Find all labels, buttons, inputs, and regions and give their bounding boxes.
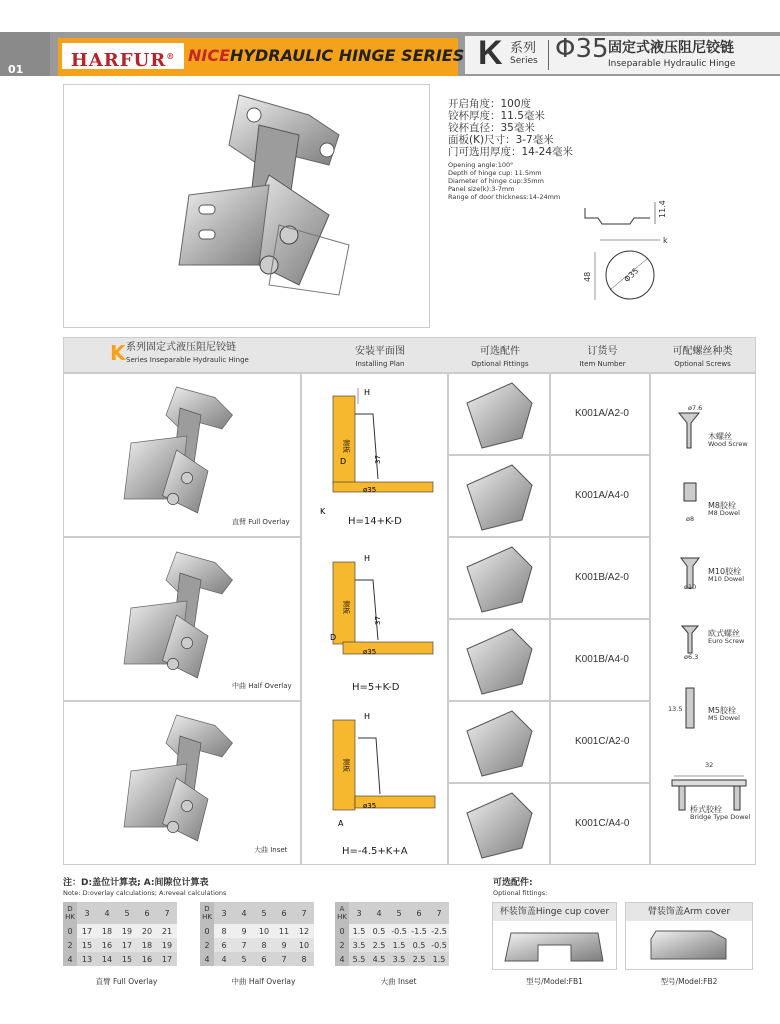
plan-full-overlay [318, 384, 438, 516]
svg-text:ø35: ø35 [363, 802, 377, 810]
hinge-photo-inset [110, 708, 290, 843]
screw-dim-m8: ø8 [686, 515, 695, 523]
formula-full-overlay: H=14+K-D [348, 516, 402, 527]
hinge-photo-main [64, 85, 431, 329]
hinge-photo-full-overlay [110, 380, 290, 515]
optional-fittings-note: 可选配件: Optional fittings: [493, 878, 548, 897]
svg-text:H: H [364, 554, 371, 563]
page-number: 01 [0, 32, 50, 76]
brand-logo: HARFUR® [62, 43, 184, 69]
formula-half-overlay: H=5+K-D [352, 682, 400, 693]
formula-inset: H=-4.5+K+A [342, 846, 408, 857]
caption-half-overlay: 中曲 Half Overlay [232, 682, 292, 690]
svg-text:ø35: ø35 [363, 486, 377, 494]
th-fittings: 可选配件 Optional Fittings [471, 346, 529, 368]
th-screws: 可配螺丝种类 Optional Screws [672, 346, 733, 368]
wood-screw-label: 木螺丝 Wood Screw [708, 432, 748, 448]
k-series-label: 系列 Series [510, 41, 538, 66]
th-series: K 系列固定式液压阻尼铰链 Series Inseparable Hydraulic Hinge [110, 341, 249, 365]
euro-screw-icon [682, 626, 698, 653]
svg-text:A: A [338, 819, 344, 828]
mounting-plate-3 [467, 547, 532, 612]
plan-inset [318, 708, 438, 828]
m5-dowel-icon [686, 688, 694, 728]
item-number-3: K001B/A2-0 [575, 572, 629, 583]
specs-english: Opening angle:100° Depth of hinge cup: 11.5mm Diameter of hinge cup:35mm Panel size(k):3-7mm Range of door thickness:14-24mm [448, 161, 561, 201]
plan-half-overlay [318, 550, 438, 660]
item-number-4: K001B/A4-0 [575, 654, 629, 665]
m8-dowel-icon [684, 483, 696, 501]
diameter-dim: Φ35 [622, 266, 641, 285]
item-number-2: K001A/A4-0 [575, 490, 629, 501]
depth-dim: 11.4 [658, 200, 667, 218]
option-cup-cover-model: 型号/Model:FB1 [526, 977, 583, 986]
arm-cover-image [626, 921, 752, 969]
svg-text:37: 37 [374, 455, 382, 464]
item-number-6: K001C/A4-0 [575, 818, 630, 829]
svg-text:D: D [330, 633, 337, 642]
mounting-plate-1 [467, 383, 532, 448]
svg-text:侧板: 侧板 [342, 600, 350, 614]
svg-text:D: D [340, 457, 347, 466]
screw-dim-euro: ø6.3 [684, 653, 699, 661]
svg-text:H: H [364, 388, 371, 397]
height-dim: 48 [583, 271, 592, 282]
screw-dim-m5: 13.5 [668, 705, 683, 713]
bridge-dowel-label: 桥式胶栓 Bridge Type Dowel [690, 805, 751, 821]
series-title: NICEHYDRAULIC HINGE SERIES [188, 46, 465, 65]
calc-caption-full: 直臂 Full Overlay [95, 977, 158, 986]
caption-full-overlay: 直臂 Full Overlay [232, 518, 290, 526]
specs-chinese: 开启角度：100度 铰杯厚度：11.5毫米 铰杯直径：35毫米 面板(K)尺寸：3-7毫米 门可选用厚度：14-24毫米 [448, 98, 574, 158]
mounting-plate-4 [467, 629, 532, 694]
header-divider [548, 40, 549, 70]
option-cup-cover [492, 902, 617, 970]
option-cup-cover-title: 杯装饰盖Hinge cup cover [493, 903, 616, 921]
phi-size: Φ35 [555, 34, 609, 64]
wood-screw-icon [679, 413, 699, 448]
item-number-5: K001C/A2-0 [575, 736, 630, 747]
svg-text:侧板: 侧板 [342, 758, 350, 772]
m8-dowel-label: M8胶栓 M8 Dowel [708, 501, 740, 517]
calc-note: 注：D:盖位计算表; A:间隙位计算表 Note: D:overlay calculations; A:reveal calculations [63, 878, 227, 897]
item-number-1: K001A/A2-0 [575, 408, 629, 419]
calc-table-half-overlay: D HK 3 4 5 6 7 0 8 9 10 11 12 2 6 7 8 9 10 4 4 5 6 7 8 [200, 902, 314, 966]
screw-dim-bridge: 32 [705, 761, 714, 769]
k-dim: k [663, 236, 668, 245]
th-plan: 安装平面图 Installing Plan [355, 346, 405, 368]
k-letter: K [478, 34, 503, 72]
cup-dimension-drawing [570, 180, 680, 320]
screw-dim-1: ø7.6 [688, 404, 703, 412]
mounting-plate-2 [467, 465, 532, 530]
mounting-plates [462, 378, 537, 858]
option-arm-cover [625, 902, 753, 970]
screw-drawings [676, 408, 706, 828]
product-photo-box [63, 84, 430, 328]
option-arm-cover-title: 臂装饰盖Arm cover [626, 903, 752, 921]
calc-table-inset: A HK 3 4 5 6 7 0 1.5 0.5 -0.5 -1.5 -2.5 2 3.5 2.5 1.5 0.5 -0.5 4 5.5 4.5 3.5 2.5 1.5 [335, 902, 449, 966]
calc-table-full-overlay: D HK 3 4 5 6 7 0 17 18 19 20 21 2 15 16 17 18 19 4 13 14 15 16 17 [63, 902, 177, 966]
caption-inset: 大曲 Inset [254, 846, 288, 854]
svg-text:侧板: 侧板 [342, 439, 350, 453]
m10-dowel-label: M10胶栓 M10 Dowel [708, 567, 745, 583]
svg-text:K: K [320, 507, 326, 516]
m5-dowel-label: M5胶栓 M5 Dowel [708, 706, 740, 722]
svg-text:ø35: ø35 [363, 648, 377, 656]
cup-cover-image [493, 921, 616, 969]
hinge-photo-half-overlay [110, 545, 290, 680]
th-item: 订货号 Item Number [579, 346, 626, 368]
product-title: 固定式液压阻尼铰链 Inseparable Hydraulic Hinge [608, 40, 736, 69]
mounting-plate-5 [467, 711, 532, 776]
svg-text:37: 37 [374, 616, 382, 625]
calc-caption-inset: 大曲 Inset [380, 977, 417, 986]
calc-caption-half: 中曲 Half Overlay [231, 977, 296, 986]
option-arm-cover-model: 型号/Model:FB2 [660, 977, 718, 986]
euro-screw-label: 欧式螺丝 Euro Screw [708, 629, 745, 645]
screw-dim-m10: ø10 [684, 583, 697, 591]
svg-text:H: H [364, 712, 371, 721]
mounting-plate-6 [467, 793, 532, 858]
